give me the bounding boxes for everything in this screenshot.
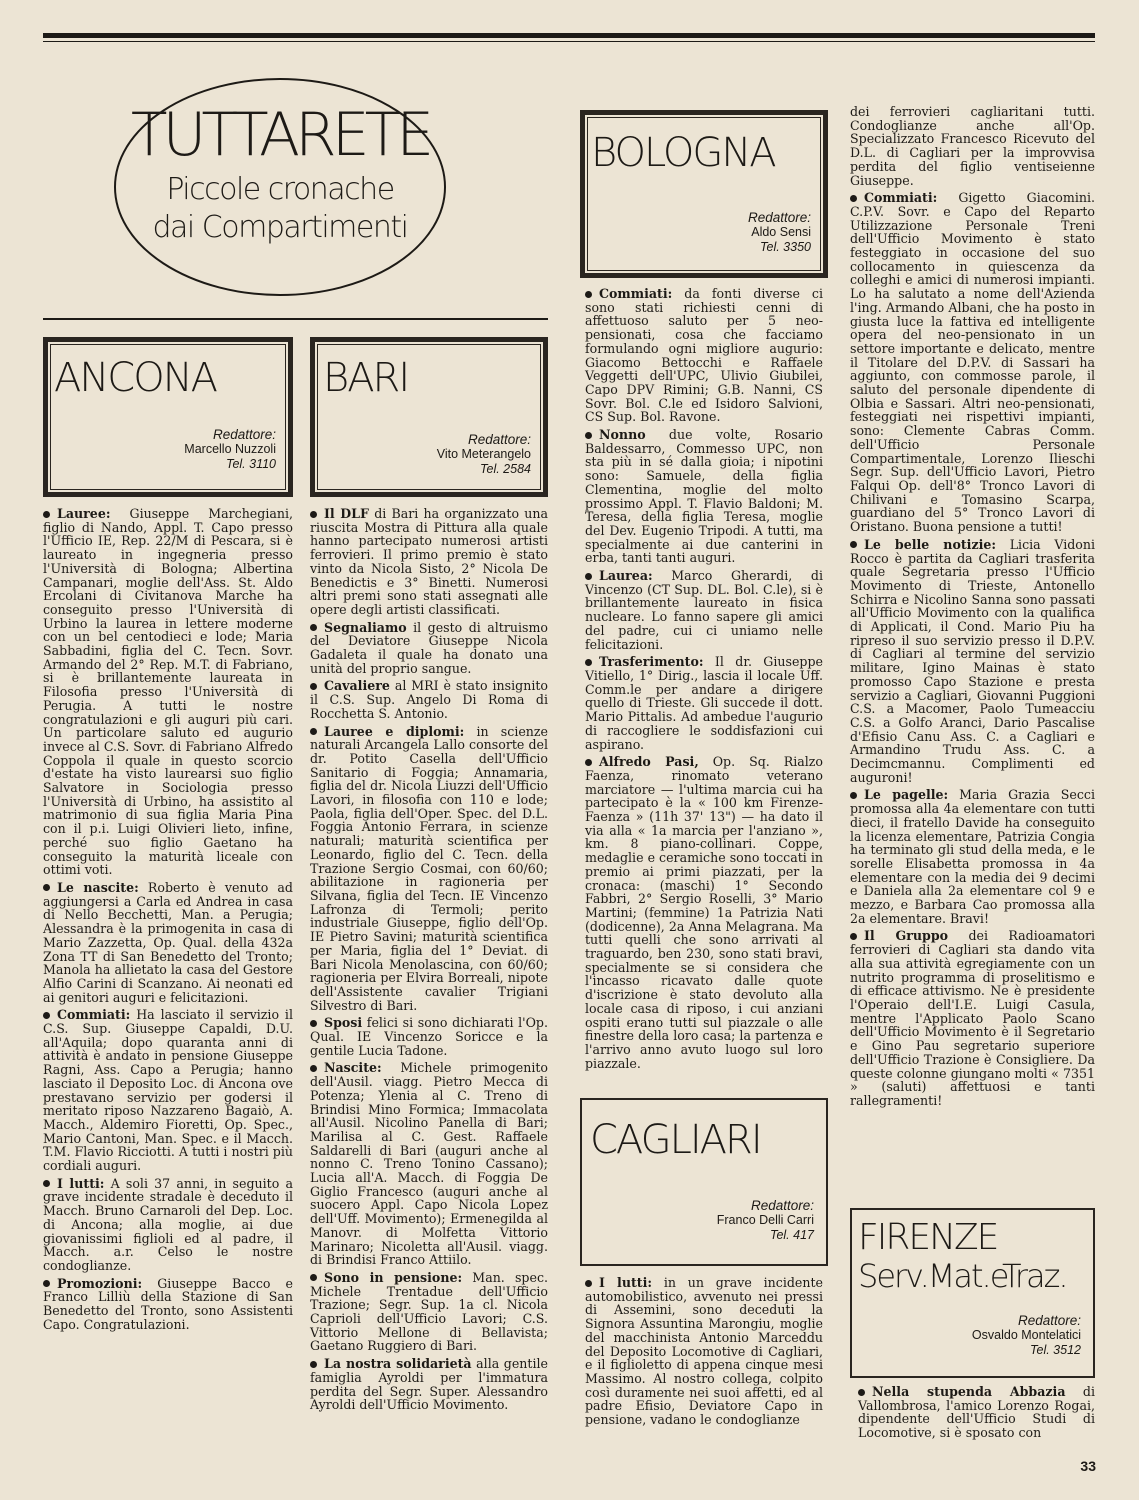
- bullet-icon: [43, 1280, 50, 1287]
- firenze-item: [858, 1385, 1095, 1440]
- item-text: dei Radioamatori ferrovieri di Cagliari sta dando vita alla sua attività egregiamente con un nutrito programma di proselitismo e di efficace attivismo. Ne è presidente l'Operaio dell'I.E. Luigi Casula, mentre l'Applicato Paolo Scano dell'Ufficio Movimento è il Segretario e Gino Pau segretario superiore dell'Ufficio Trazione è Consigliere. Da queste colonne giungano molti « 7351 » (saluti) affettuosi e tanti rallegramenti!: [850, 928, 1095, 1108]
- bullet-icon: [850, 541, 857, 548]
- bari-item: [310, 1271, 548, 1353]
- item-heading: Il Gruppo: [864, 928, 949, 944]
- cagliari-editor: Redattore: Franco Delli Carri Tel. 417: [716, 1198, 814, 1242]
- firenze-box: [850, 1208, 1095, 1378]
- item-heading: Il DLF: [324, 506, 369, 521]
- ancona-item: [43, 881, 293, 1004]
- item-text: Op. Sq. Rialzo Faenza, rinomato veterano marciatore — l'ultima marcia cui ha partecipato è la « 100 km Firenze-Faenza » (11h 37' 13") — ha dato il via alla « 1a marcia per l'anziano », km. 8 piano-collinari. Coppe, medaglie e ceramiche sono toccati in premio ai primi piazzati, per la cronaca: (maschi) 1° Secondo Fabbri, 2° Sergio Roselli, 3° Mario Martini; (femmine) 1a Patrizia Nati (dodicenne), 2a Anna Melagrana. Ma tutti quelli che sono arrivati al traguardo, ben 230, sono stati bravi, specialmente se si considera che l'incasso ricavato dalle quote d'iscrizione è stato devoluto alla locale casa di riposo, i cui anziani ospiti erano tutti sul piazzale o alle finestre della loro casa; la partenza e l'arrivo anno avuto luogo sul loro piazzale.: [585, 754, 823, 1071]
- bologna-title: BOLOGNA: [591, 130, 775, 176]
- item-heading: Nella stupenda Abbazia: [872, 1384, 1066, 1399]
- item-text: di Vallombrosa, l'amico Lorenzo Rogai, dipendente dell'Ufficio Studi di Locomotive, si è sposato con: [858, 1384, 1096, 1441]
- bari-column: [310, 507, 548, 1412]
- item-heading: Le nascite:: [57, 879, 139, 895]
- bullet-icon: [310, 511, 317, 518]
- bullet-icon: [850, 792, 857, 799]
- bullet-icon: [585, 1280, 592, 1287]
- left-section-rule: [43, 318, 548, 320]
- item-heading: Lauree:: [57, 506, 111, 521]
- bari-editor: Redattore: Vito Meterangelo Tel. 2584: [436, 432, 531, 476]
- cagliari-title: CAGLIARI: [590, 1117, 761, 1163]
- item-text: in un grave incidente automobilistico, avvenuto nei pressi di Assemini, sono deceduti la Signora Assuntina Marongiu, moglie del macchinista Antonio Marceddu del Deposito Locomotive di Cagliari, e il figlioletto di appena cinque mesi Massimo. Al nostro collega, colpito così duramente nei suoi affetti, ed al padre Efisio, Deviatore Capo in pensione, vadano le condoglianze: [585, 1275, 823, 1428]
- bullet-icon: [585, 759, 592, 766]
- bullet-icon: [43, 1180, 50, 1187]
- cagliari-box: [580, 1098, 828, 1266]
- ancona-item: [43, 1177, 293, 1273]
- bari-item: [310, 725, 548, 1013]
- item-text: due volte, Rosario Baldessarro, Commesso UPC, non sta più in sé dalla gioia; i nipotini sono: Samuele, della figlia Clementina, moglie del molto prossimo Appl. T. Flavio Baldoni; M. Teresa, della figlia Teresa, moglie del Dev. Eugenio Tripodi. A tutti, ma specialmente ai due canterini in erba, tanti tanti auguri.: [585, 427, 823, 566]
- item-text: A soli 37 anni, in seguito a grave incidente stradale è deceduto il Macch. Bruno Carnaroli del Dep. Loc. di Ancona; alla moglie, ai due giovanissimi figlioli ed al padre, il Macch. a.r. Celso le nostre condoglianze.: [43, 1175, 293, 1273]
- item-heading: Segnaliamo: [324, 619, 407, 635]
- bullet-icon: [310, 1274, 317, 1281]
- item-heading: I lutti:: [599, 1275, 653, 1290]
- item-heading: Sono in pensione:: [324, 1269, 463, 1285]
- header-title: TUTTARETE: [130, 100, 430, 170]
- item-heading: Le pagelle:: [864, 787, 949, 803]
- item-heading: I lutti:: [57, 1175, 105, 1191]
- cagliari-continued-column: [850, 105, 1095, 1108]
- bullet-icon: [858, 1389, 865, 1396]
- ancona-item: [43, 507, 293, 877]
- item-text: Man. spec. Michele Trentadue dell'Ufficio Trazione; Segr. Sup. 1a cl. Nicola Caprioli dell'Ufficio Lavori; C.S. Vittorio Mellone di Bellavista; Gaetano Ruggiero di Bari.: [310, 1269, 549, 1354]
- cagliari_cont-item: [850, 929, 1095, 1107]
- cagliari-item: [585, 1276, 823, 1427]
- bologna-editor: Redattore: Aldo Sensi Tel. 3350: [747, 210, 811, 254]
- bari-title: BARI: [323, 355, 409, 401]
- bullet-icon: [310, 1065, 317, 1072]
- bari-item: [310, 507, 548, 617]
- bullet-icon: [310, 683, 317, 690]
- bullet-icon: [43, 884, 50, 891]
- item-text: dei ferrovieri cagliaritani tutti. Condoglianze anche all'Op. Specializzato Francesco Ricevuto del D.L. di Cagliari per la improvvisa perdita del figlio ventiseienne Giuseppe.: [850, 104, 1095, 188]
- bullet-icon: [585, 573, 592, 580]
- item-text: alla gentile famiglia Ayroldi per l'immatura perdita del Segr. Super. Alessandro Ayroldi dell'Ufficio Movimento.: [310, 1356, 548, 1413]
- bari-item: [310, 1061, 548, 1267]
- cagliari_cont-item: [850, 105, 1095, 187]
- item-text: in scienze naturali Arcangela Lallo consorte del dr. Potito Casella dell'Ufficio Sanitario di Foggia; Annamaria, figlia del dr. Nicola Liuzzi dell'Ufficio Lavori, in filosofia con 110 e lode; Paola, figlia dell'Oper. Spec. del D.L. Foggia Antonio Ferrara, in scienze naturali; maturità scientifica per Leonardo, figlio del C. Tecn. della Trazione Sergio Cosmai, con 60/60; abilitazione in ragioneria per Silvana, figlia del Tecn. IE Vincenzo Lafronza di Termoli; perito industriale Giuseppe, figlio dell'Op. IE Pietro Savini; maturità scientifica per Maria, figlia del 1° Deviat. di Bari Nicola Menolascina, con 60/60; ragioneria per Elvira Borreali, nipote dell'Assistente cavalier Trigiani Silvestro di Bari.: [310, 723, 549, 1013]
- cagliari-column: [585, 1276, 823, 1427]
- bari-item: [310, 1016, 548, 1057]
- item-heading: Lauree e diplomi:: [324, 723, 465, 739]
- bari-item: [310, 621, 548, 676]
- bullet-icon: [310, 1020, 317, 1027]
- cagliari_cont-item: [850, 538, 1095, 785]
- header-subtitle-2: dai Compartimenti: [152, 210, 408, 245]
- cagliari_cont-item: [850, 788, 1095, 925]
- top-rule-thin: [43, 41, 1095, 42]
- item-heading: Cavaliere: [324, 678, 390, 694]
- item-text: il gesto di altruismo del Deviatore Giuseppe Nicola Gadaleta il quale ha donato una unità del proprio sangue.: [310, 619, 548, 676]
- tuttarete-header: [110, 75, 450, 300]
- item-heading: Alfredo Pasi,: [599, 754, 699, 770]
- item-text: Giuseppe Marchegiani, figlio di Nando, Appl. T. Capo presso l'Ufficio IE, Rep. 22/M di Pescara, si è laureato in ingegneria presso l'Università di Bologna; Albertina Campanari, moglie dell'Ass. St. Aldo Ercolani di Civitanova Marche ha conseguito presso l'Università di Urbino la laurea in lettere moderne con un bel centodieci e lode; Maria Sabbadini, figlia del C. Tecn. Sovr. Armando del 2° Rep. M.T. di Fabriano, si è brillantemente laureata in Filosofia presso l'Università di Perugia. A tutti le nostre congratulazioni e gli auguri più cari. Un particolare saluto ed augurio invece al C.S. Sovr. di Fabriano Alfredo Coppola il quale in questo scorcio d'estate ha visto laurearsi suo figlio Salvatore in Sociologia presso l'Università di Urbino, ha assistito al matrimonio di sua figlia Maria Pina con il p.i. Luigi Olivieri lieto, infine, perché suo figlio Gaetano ha conseguito la maturità liceale con ottimi voti.: [43, 506, 293, 878]
- bullet-icon: [850, 195, 857, 202]
- item-text: di Bari ha organizzato una riuscita Mostra di Pittura alla quale hanno partecipato numerosi artisti ferrovieri. Il primo premio è stato vinto da Nicola Sisto, 2° Nicola De Benedictis e 3° Binetti. Numerosi altri premi sono stati assegnati alle opere degli artisti classificati.: [310, 506, 548, 617]
- bullet-icon: [585, 291, 592, 298]
- item-text: Maria Grazia Secci promossa alla 4a elementare con tutti dieci, il fratello Davide ha conseguito la licenza elementare, Patrizia Congia ha terminato gli stud della meda, e le sorelle Elisabetta promossa in 4a elementare con la media dei 9 decimi e Daniela alla 2a elementare col 9 e mezzo, e Barbara Cao promossa alla 2a elementare. Bravi!: [850, 787, 1095, 926]
- bologna-box: [580, 110, 828, 278]
- bologna-item: [585, 428, 823, 565]
- item-heading: Commiati:: [57, 1007, 131, 1023]
- firenze-column: [858, 1385, 1095, 1440]
- firenze-editor: Redattore: Osvaldo Montelatici Tel. 3512: [971, 1313, 1081, 1357]
- bari-item: [310, 1357, 548, 1412]
- item-text: felici si sono dichiarati l'Op. Qual. IE Vincenzo Soricce e la gentile Lucia Tadone.: [310, 1015, 548, 1058]
- item-heading: Laurea:: [599, 568, 653, 584]
- bullet-icon: [310, 1361, 317, 1368]
- ancona-item: [43, 1277, 293, 1332]
- top-rule: [43, 33, 1095, 38]
- bullet-icon: [850, 933, 857, 940]
- firenze-title-2: Serv.Mat.eTraz.: [858, 1257, 1067, 1295]
- item-text: Licia Vidoni Rocco è partita da Cagliari trasferita quale Segretaria presso l'Ufficio Movimento di Trieste, Antonello Schirra e Nicolino Sanna sono passati all'Ufficio Movimento con la qualifica di Applicati, il Cond. Mario Piu ha ripreso il suo servizio presso il D.P.V. di Cagliari al termine del servizio militare, Igino Mainas è stato promosso Capo Stazione e presta servizio a Cagliari, Giovanni Puggioni C.S. a Macomer, Paolo Tumeacciu C.S. a Golfo Aranci, Dario Pascalise d'Efisio Canu Ass. C. a Cagliari e Armandino Trudu Ass. C. a Decimcmannu. Complimenti ed auguroni!: [850, 536, 1095, 785]
- item-text: al MRI è stato insignito il C.S. Sup. Angelo Di Roma di Rocchetta S. Antonio.: [310, 678, 548, 721]
- bologna-item: [585, 755, 823, 1070]
- item-text: Il dr. Giuseppe Vitiello, 1° Dirig., lascia il locale Uff. Comm.le per andare a dirigere quello di Trieste. Gli succede il dott. Mario Pittalis. Ad ambedue l'augurio di raccogliere le soddisfazioni cui aspirano.: [585, 654, 823, 752]
- item-heading: La nostra solidarietà: [324, 1356, 472, 1372]
- bullet-icon: [585, 432, 592, 439]
- bullet-icon: [585, 659, 592, 666]
- ancona-item: [43, 1008, 293, 1172]
- bologna-item: [585, 569, 823, 651]
- item-text: Roberto è venuto ad aggiungersi a Carla ed Andrea in casa di Nello Becchetti, Man. a Perugia; Alessandra è la primogenita in casa di Mario Zazzetta, Op. Qual. della 432a Zona TT di San Benedetto del Tronto; Manola ha allietato la casa del Gestore Alfio Carini di Scanzano. Ai neonati ed ai genitori auguri e felicitazioni.: [43, 879, 293, 1005]
- header-subtitle-1: Piccole cronache: [166, 172, 394, 207]
- item-heading: Nonno: [599, 427, 646, 443]
- cagliari_cont-item: [850, 191, 1095, 534]
- item-heading: Commiati:: [599, 286, 673, 301]
- bullet-icon: [310, 624, 317, 631]
- bullet-icon: [310, 728, 317, 735]
- bullet-icon: [43, 1012, 50, 1019]
- item-text: Giuseppe Bacco e Franco Lilliù della Stazione di San Benedetto del Tronto, sono Assistenti Capo. Congratulazioni.: [43, 1275, 293, 1332]
- item-heading: Trasferimento:: [599, 654, 704, 670]
- bologna-item: [585, 655, 823, 751]
- page-number: 33: [1080, 1458, 1096, 1474]
- ancona-box: [43, 337, 293, 497]
- item-heading: Promozioni:: [57, 1275, 143, 1291]
- item-text: Michele primogenito dell'Ausil. viagg. Pietro Mecca di Potenza; Ylenia al C. Treno di Brindisi Mino Formica; Immacolata all'Ausil. Nicolino Panella di Bari; Marilisa al C. Gest. Raffaele Saldarelli di Bari (auguri anche al nonno C. Treno Tonino Cassano); Lucia all'A. Macch. di Foggia De Giglio Francesco (auguri anche al suocero Appl. Capo Nicola Lopez dell'Uff. Movimento); Ermenegilda al Manovr. di Molfetta Vittorio Marinaro; Nicoletta all'Ausil. viagg. di Brindisi Franco Attiilo.: [310, 1060, 548, 1268]
- ancona-editor: Redattore: Marcello Nuzzoli Tel. 3110: [184, 427, 276, 471]
- firenze-title-1: FIRENZE: [858, 1217, 998, 1258]
- ancona-column: [43, 507, 293, 1331]
- ancona-title: ANCONA: [54, 355, 216, 401]
- bari-item: [310, 679, 548, 720]
- item-text: da fonti diverse ci sono stati richiesti cenni di affettuoso saluto per 5 neo-pensionati, cosa che facciamo formulando ogni migliore augurio: Giacomo Bettocchi e Raffaele Veggetti dell'UPC, Ulivio Giubilei, Capo DPV Rimini; G.B. Nanni, CS Sovr. Bol. C.le ed Isidoro Salvioni, CS Sup. Bol. Ravone.: [585, 286, 823, 425]
- item-heading: Sposi: [324, 1015, 363, 1031]
- bologna-item: [585, 287, 823, 424]
- item-heading: Commiati:: [864, 190, 938, 206]
- bologna-column: [585, 287, 823, 1070]
- item-heading: Nascite:: [324, 1060, 382, 1076]
- item-text: Ha lasciato il servizio il C.S. Sup. Giuseppe Capaldi, D.U. all'Aquila; dopo quaranta anni di attività è andato in pensione Giuseppe Ragni, Ass. Capo a Perugia; hanno lasciato il Deposito Loc. di Ancona ove prestavano servizio per godersi il meritato riposo Nazzareno Bagaiò, A. Macch., Aldemiro Fioretti, Op. Spec., Mario Cantoni, Man. Spec. e il Macch. T.M. Flavio Ricciotti. A tutti i nostri più cordiali auguri.: [43, 1007, 293, 1174]
- item-text: Gigetto Giacomini. C.P.V. Sovr. e Capo del Reparto Utilizzazione Personale Treni dell'Ufficio Movimento è stato festeggiato in occasione del suo collocamento in quiescenza da colleghi e amici di numerosi impianti. Lo ha salutato a nome dell'Azienda l'ing. Armando Albani, che ha posto in giusta luce la fattiva ed intelligente opera del neo-pensionato in un settore importante e delicato, mentre il Titolare del D.P.V. di Sassari ha aggiunto, con commosse parole, il saluto del personale dipendente di Olbia e Sassari. Altri neo-pensionati, festeggiati nei rispettivi impianti, sono: Clemente Cabras Comm. dell'Ufficio Personale Compartimentale, Lorenzo Ilieschi Segr. Sup. dell'Ufficio Lavori, Pietro Falqui Op. dell'8° Tronco Lavori di Chilivani e Tomasino Scarpa, guardiano del 5° Tronco Lavori di Oristano. Buona pensione a tutti!: [850, 190, 1095, 535]
- bari-box: [310, 337, 548, 497]
- item-text: Marco Gherardi, di Vincenzo (CT Sup. DL. Bol. C.le), si è brillantemente laureato in fisica nucleare. Lo fanno sapere gli amici del padre, cui ci uniamo nelle felicitazioni.: [585, 568, 823, 652]
- bullet-icon: [43, 511, 50, 518]
- item-heading: Le belle notizie:: [864, 536, 997, 552]
